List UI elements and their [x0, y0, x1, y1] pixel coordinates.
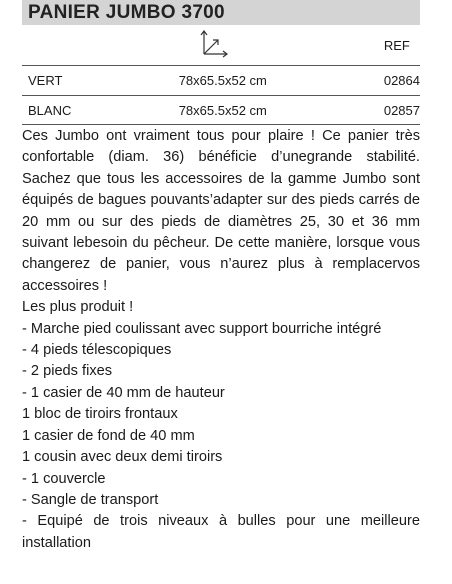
- ref-cell: 02864: [360, 66, 420, 96]
- list-item: - 1 couvercle: [22, 470, 106, 487]
- list-item: - Marche pied coulissant avec support bourriche intégré: [22, 320, 382, 337]
- ref-header: REF: [360, 26, 420, 66]
- list-item: - 1 casier de 40 mm de hauteur: [22, 384, 225, 401]
- table-header-row: [22, 26, 420, 66]
- list-item: - Sangle de transport: [22, 491, 159, 508]
- header-empty-cell: [22, 26, 169, 66]
- list-item: - Equipé de trois niveaux à bulles pour une meilleure installation: [22, 513, 420, 551]
- list-item: 1 casier de fond de 40 mm: [22, 427, 195, 444]
- description-block: [22, 126, 420, 554]
- color-cell: VERT: [22, 66, 169, 96]
- features-title: Les plus produit !: [22, 299, 134, 316]
- size-cell: 78x65.5x52 cm: [169, 96, 360, 125]
- table-row: [22, 66, 420, 96]
- spec-table: [22, 26, 420, 125]
- product-title: PANIER JUMBO 3700: [28, 2, 225, 23]
- features-list: [22, 319, 420, 554]
- table-row: [22, 96, 420, 125]
- title-bar: [22, 0, 420, 25]
- list-item: - 2 pieds fixes: [22, 363, 113, 380]
- list-item: 1 bloc de tiroirs frontaux: [22, 406, 178, 423]
- description-text: Ces Jumbo ont vraiment tous pour plaire ! Ce panier très confortable (diam. 36) bénéficie d’unegrande stabilité. Sachez que tous les accessoires de la gamme Jumbo sont équipés de bagues pouvants’adapter sur des pieds carrés de 20 mm ou sur des pieds de diamètres 25, 30 et 36 mm suivant lebesoin du pêcheur. De cette manière, lorsque vous changerez de panier, vous n’aurez plus à remplacervos accessoires !: [22, 128, 420, 294]
- size-cell: 78x65.5x52 cm: [169, 66, 360, 96]
- ref-cell: 02857: [360, 96, 420, 125]
- color-cell: BLANC: [22, 96, 169, 125]
- header-dimension-cell: [169, 26, 360, 66]
- list-item: - 4 pieds télescopiques: [22, 342, 172, 359]
- dimensions-arrows-icon: [198, 28, 230, 58]
- list-item: 1 cousin avec deux demi tiroirs: [22, 449, 223, 466]
